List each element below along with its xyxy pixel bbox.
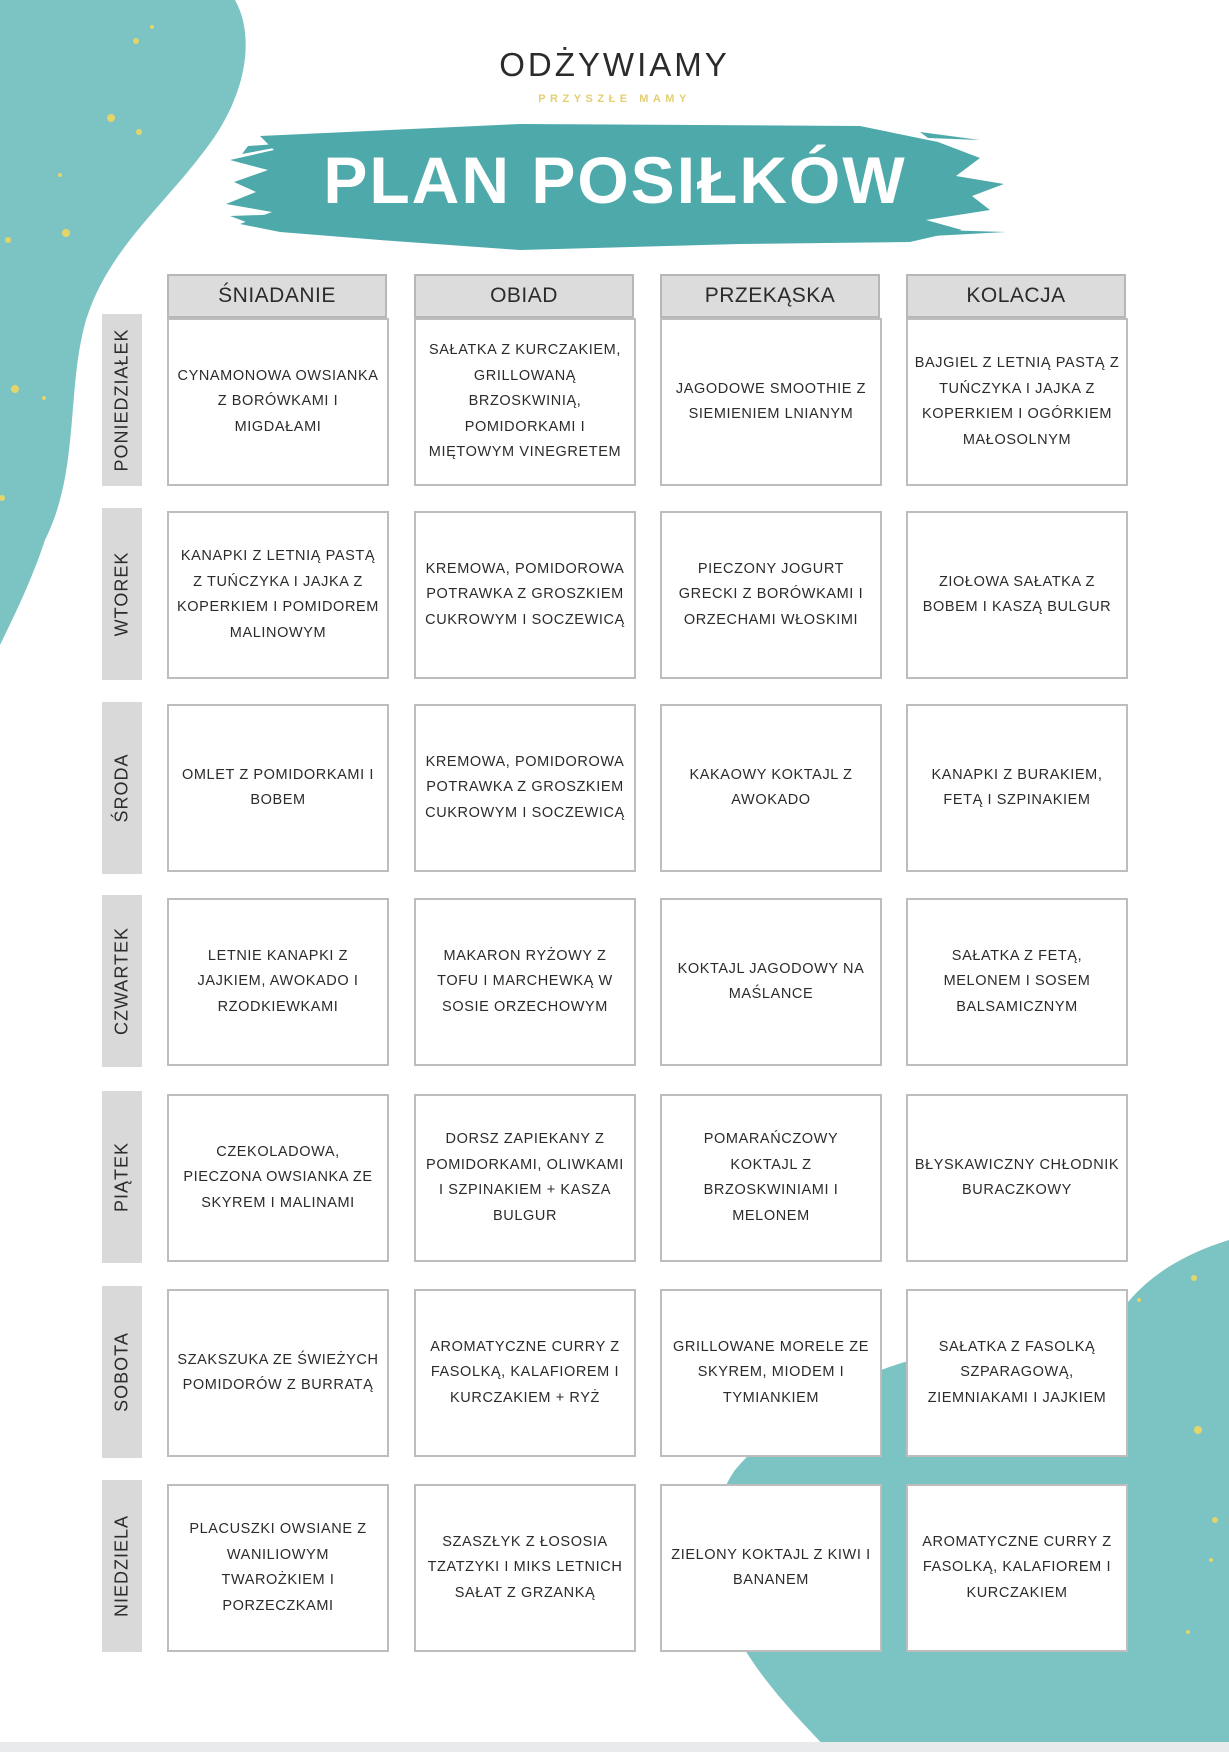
bottom-edge-strip <box>0 1742 1229 1752</box>
meal-cell: AROMATYCZNE CURRY Z FASOLKĄ, KALAFIOREM I KURCZAKIEM + RYŻ <box>414 1289 636 1457</box>
day-label-tuesday <box>102 508 142 680</box>
meal-cell: ZIOŁOWA SAŁATKA Z BOBEM I KASZĄ BULGUR <box>906 511 1128 679</box>
day-name: WTOREK <box>111 551 132 637</box>
meal-cell: LETNIE KANAPKI Z JAJKIEM, AWOKADO I RZODKIEWKAMI <box>167 898 389 1066</box>
day-name: NIEDZIELA <box>111 1514 132 1618</box>
meal-cell: OMLET Z POMIDORKAMI I BOBEM <box>167 704 389 872</box>
day-name: CZWARTEK <box>111 926 132 1036</box>
meal-cell: GRILLOWANE MORELE ZE SKYREM, MIODEM I TYMIANKIEM <box>660 1289 882 1457</box>
day-name: PIĄTEK <box>111 1141 132 1213</box>
meal-cell: KREMOWA, POMIDOROWA POTRAWKA Z GROSZKIEM CUKROWYM I SOCZEWICĄ <box>414 511 636 679</box>
meal-cell: SZAKSZUKA ZE ŚWIEŻYCH POMIDORÓW Z BURRATĄ <box>167 1289 389 1457</box>
meal-cell: KREMOWA, POMIDOROWA POTRAWKA Z GROSZKIEM CUKROWYM I SOCZEWICĄ <box>414 704 636 872</box>
meal-cell: KAKAOWY KOKTAJL Z AWOKADO <box>660 704 882 872</box>
meal-cell: MAKARON RYŻOWY Z TOFU I MARCHEWKĄ W SOSIE ORZECHOWYM <box>414 898 636 1066</box>
day-label-saturday <box>102 1286 142 1458</box>
column-header-breakfast: ŚNIADANIE <box>167 274 387 318</box>
meal-cell: SZASZŁYK Z ŁOSOSIA TZATZYKI I MIKS LETNICH SAŁAT Z GRZANKĄ <box>414 1484 636 1652</box>
title-banner <box>220 112 1010 260</box>
meal-cell: ZIELONY KOKTAJL Z KIWI I BANANEM <box>660 1484 882 1652</box>
meal-cell: KANAPKI Z BURAKIEM, FETĄ I SZPINAKIEM <box>906 704 1128 872</box>
brand-name: ODŻYWIAMY <box>499 46 730 83</box>
meal-cell: BAJGIEL Z LETNIĄ PASTĄ Z TUŃCZYKA I JAJKA Z KOPERKIEM I OGÓRKIEM MAŁOSOLNYM <box>906 318 1128 486</box>
day-name: PONIEDZIAŁEK <box>111 328 132 472</box>
day-label-wednesday <box>102 702 142 874</box>
meal-cell: AROMATYCZNE CURRY Z FASOLKĄ, KALAFIOREM I KURCZAKIEM <box>906 1484 1128 1652</box>
column-header-dinner: KOLACJA <box>906 274 1126 318</box>
meal-cell: SAŁATKA Z FASOLKĄ SZPARAGOWĄ, ZIEMNIAKAMI I JAJKIEM <box>906 1289 1128 1457</box>
day-name: ŚRODA <box>111 753 132 823</box>
meal-cell: JAGODOWE SMOOTHIE Z SIEMIENIEM LNIANYM <box>660 318 882 486</box>
meal-cell: PIECZONY JOGURT GRECKI Z BORÓWKAMI I ORZECHAMI WŁOSKIMI <box>660 511 882 679</box>
meal-cell: DORSZ ZAPIEKANY Z POMIDORKAMI, OLIWKAMI I SZPINAKIEM + KASZA BULGUR <box>414 1094 636 1262</box>
meal-cell: PLACUSZKI OWSIANE Z WANILIOWYM TWAROŻKIEM I PORZECZKAMI <box>167 1484 389 1652</box>
meal-cell: CYNAMONOWA OWSIANKA Z BORÓWKAMI I MIGDAŁAMI <box>167 318 389 486</box>
column-header-snack: PRZEKĄSKA <box>660 274 880 318</box>
page-title: PLAN POSIŁKÓW <box>323 143 907 217</box>
meal-cell: KOKTAJL JAGODOWY NA MAŚLANCE <box>660 898 882 1066</box>
day-name: SOBOTA <box>111 1332 132 1412</box>
meal-cell: BŁYSKAWICZNY CHŁODNIK BURACZKOWY <box>906 1094 1128 1262</box>
day-label-sunday <box>102 1480 142 1652</box>
meal-cell: SAŁATKA Z FETĄ, MELONEM I SOSEM BALSAMICZNYM <box>906 898 1128 1066</box>
brand-subtitle: PRZYSZŁE MAMY <box>538 93 691 105</box>
meal-cell: POMARAŃCZOWY KOKTAJL Z BRZOSKWINIAMI I MELONEM <box>660 1094 882 1262</box>
meal-cell: SAŁATKA Z KURCZAKIEM, GRILLOWANĄ BRZOSKWINIĄ, POMIDORKAMI I MIĘTOWYM VINEGRETEM <box>414 318 636 486</box>
column-header-lunch: OBIAD <box>414 274 634 318</box>
day-label-monday <box>102 314 142 486</box>
day-label-friday <box>102 1091 142 1263</box>
day-label-thursday <box>102 895 142 1067</box>
meal-cell: CZEKOLADOWA, PIECZONA OWSIANKA ZE SKYREM I MALINAMI <box>167 1094 389 1262</box>
meal-cell: KANAPKI Z LETNIĄ PASTĄ Z TUŃCZYKA I JAJKA Z KOPERKIEM I POMIDOREM MALINOWYM <box>167 511 389 679</box>
